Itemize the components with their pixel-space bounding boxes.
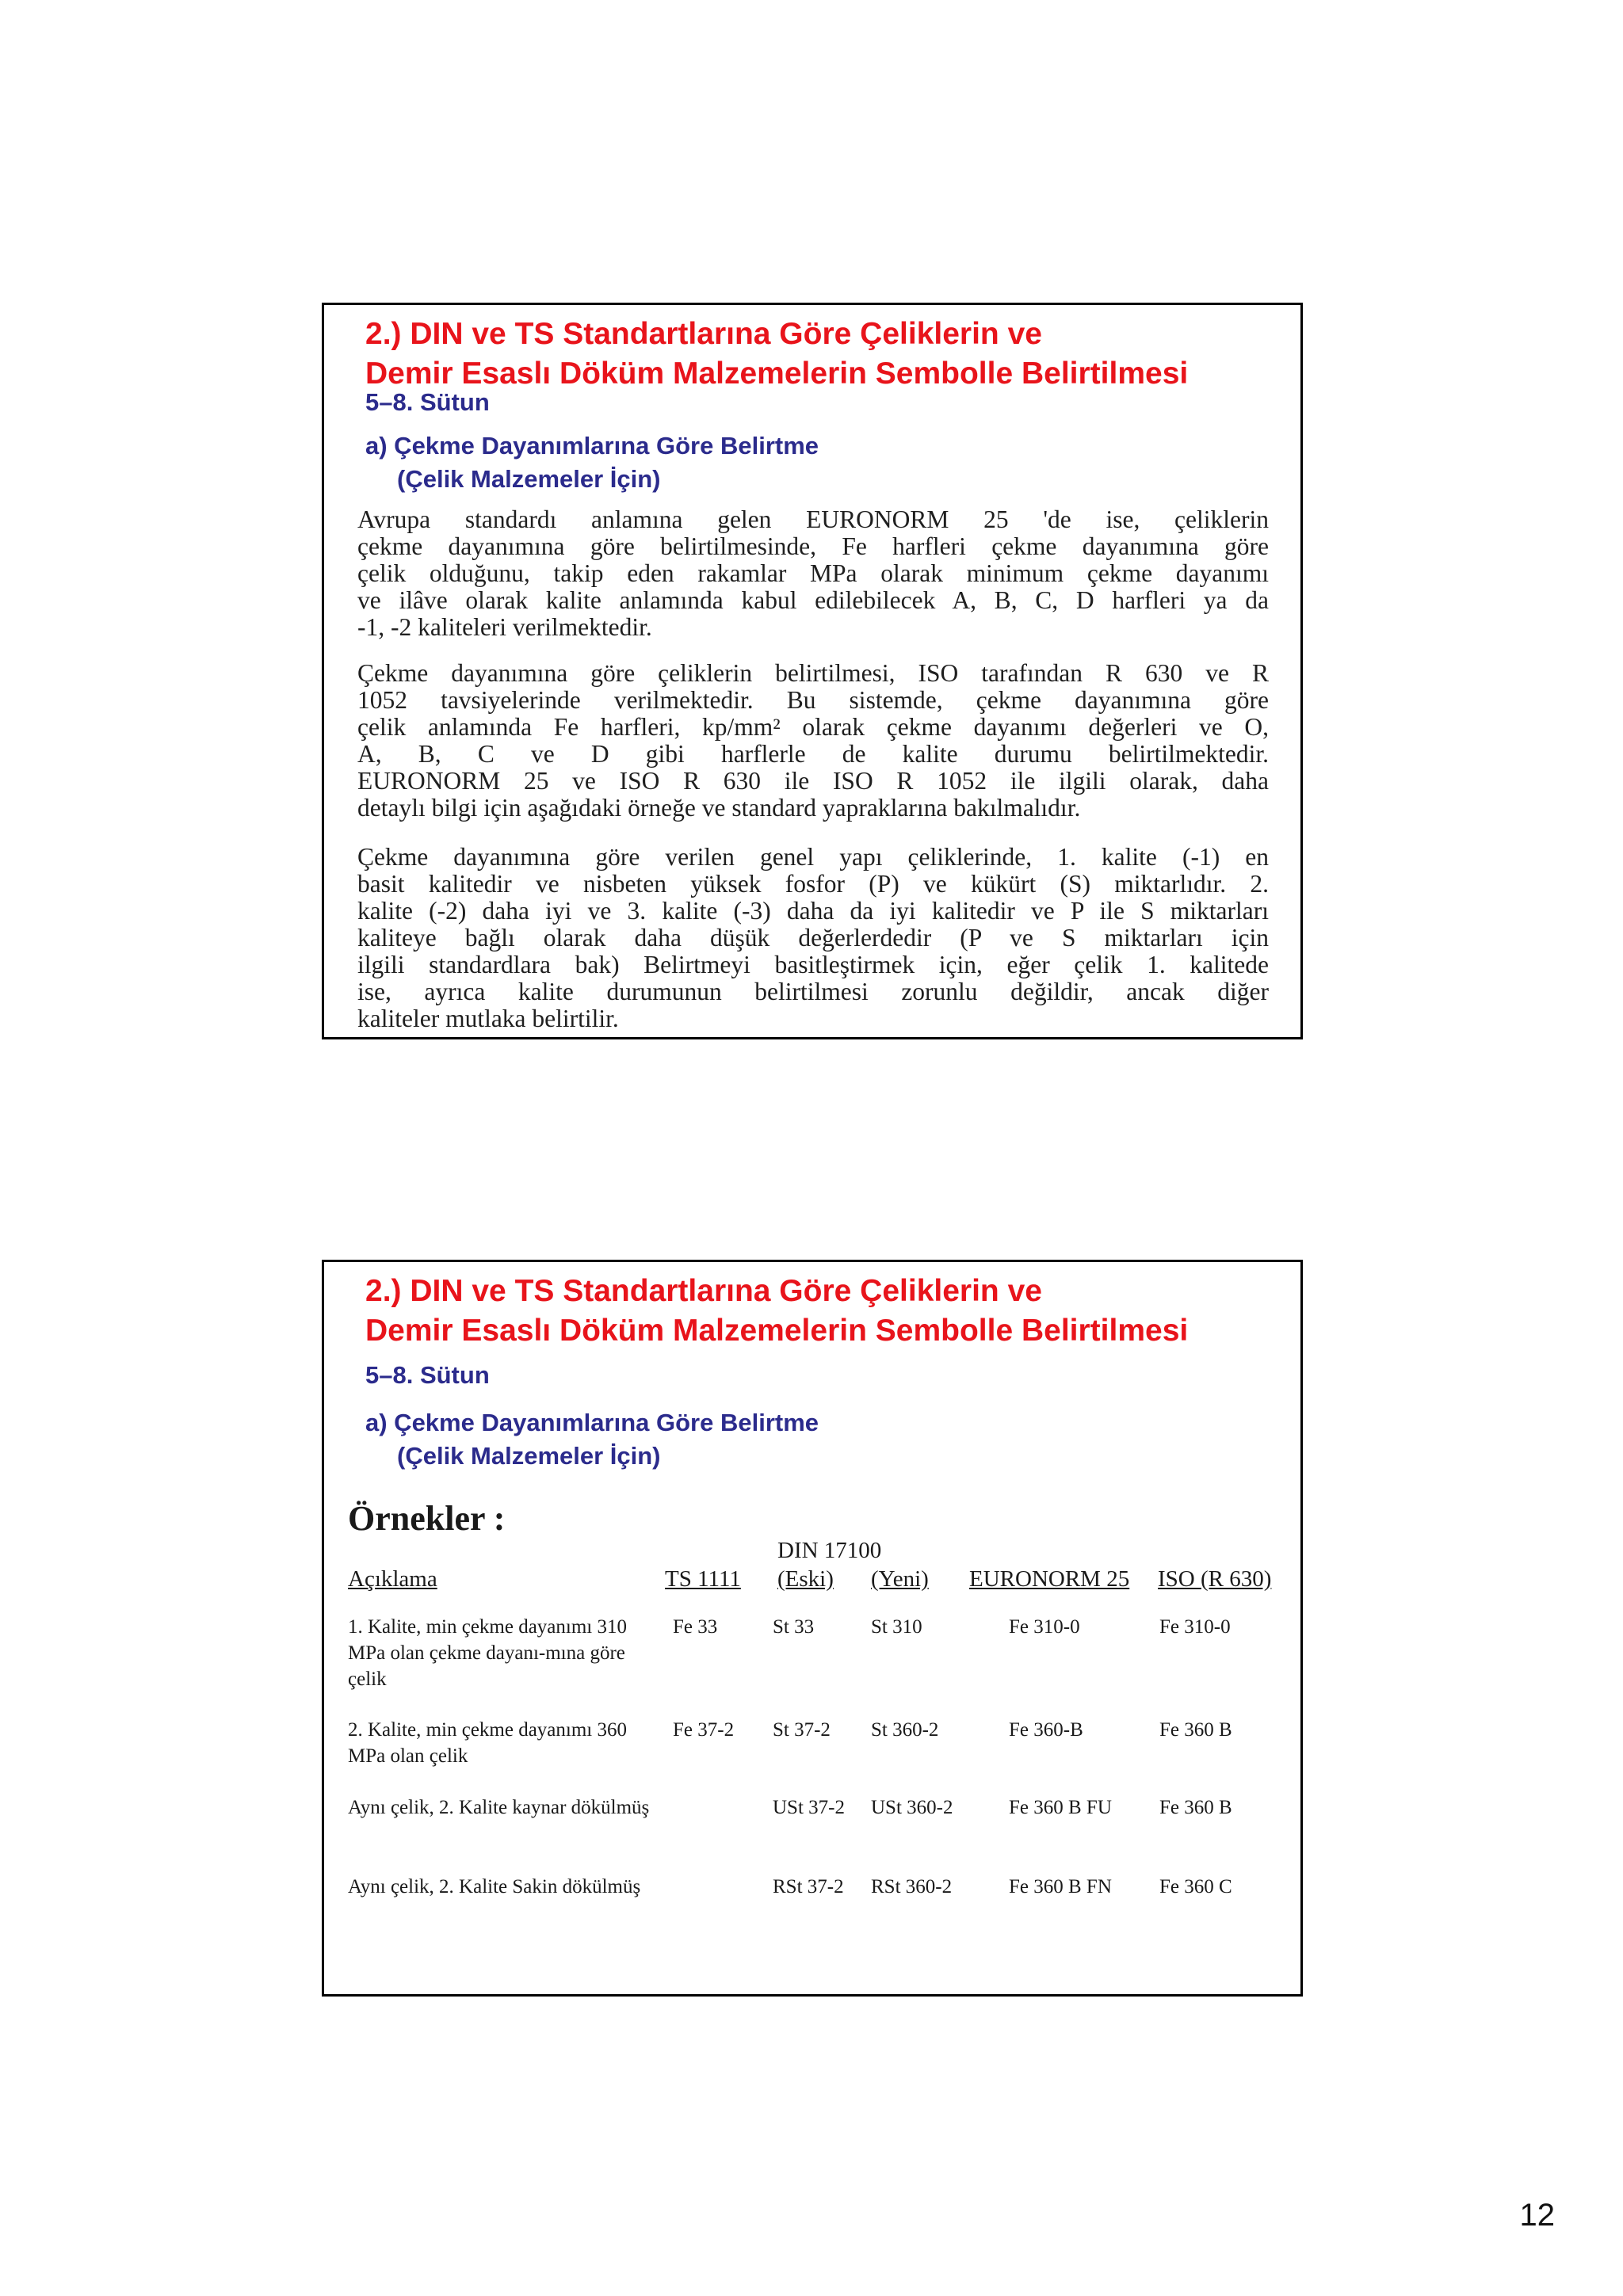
title-line-2: Demir Esaslı Döküm Malzemelerin Sembolle Belirtilmesi <box>365 357 1189 391</box>
paragraph-line: detaylı bilgi için aşağıdaki örneğe ve standard yapraklarına bakılmalıdır. <box>357 794 1081 822</box>
table-row-4-desc: Aynı çelik, 2. Kalite Sakin dökülmüş <box>348 1876 641 1897</box>
table-row-3-euro: Fe 360 B FU <box>1009 1797 1112 1818</box>
column-label: 5–8. Sütun <box>365 388 490 416</box>
paragraph-2 <box>357 660 1269 822</box>
title-line-2: Demir Esaslı Döküm Malzemelerin Sembolle Belirtilmesi <box>365 1314 1189 1348</box>
table-row-1-iso: Fe 310-0 <box>1159 1616 1231 1638</box>
table-row-3-eski: USt 37-2 <box>773 1797 845 1818</box>
section-subheading: (Çelik Malzemeler İçin) <box>397 465 661 493</box>
paragraph-line: çelik anlamında Fe harfleri, kp/mm² olarak çekme dayanımı değerleri ve O, <box>357 713 1269 741</box>
column-label: 5–8. Sütun <box>365 1361 490 1389</box>
header-ts1111: TS 1111 <box>665 1566 741 1592</box>
paragraph-line: basit kalitedir ve nisbeten yüksek fosfor (P) ve kükürt (S) miktarlıdır. 2. <box>357 870 1269 898</box>
table-row-3-iso: Fe 360 B <box>1159 1797 1232 1818</box>
paragraph-line: ise, ayrıca kalite durumunun belirtilmesi zorunlu değildir, ancak diğer <box>357 978 1269 1005</box>
paragraph-line: 1052 tavsiyelerinde verilmektedir. Bu sistemde, çekme dayanımına göre <box>357 686 1269 714</box>
examples-heading: Örnekler : <box>348 1499 506 1538</box>
table-row-2-yeni: St 360-2 <box>871 1719 939 1741</box>
table-row-1-euro: Fe 310-0 <box>1009 1616 1080 1638</box>
paragraph-line: Çekme dayanımına göre verilen genel yapı çeliklerinde, 1. kalite (-1) en <box>357 843 1269 871</box>
table-row-1-ts: Fe 33 <box>673 1616 718 1638</box>
paragraph-3 <box>357 844 1269 1032</box>
table-row-3-yeni: USt 360-2 <box>871 1797 953 1818</box>
paragraph-line: kalite (-2) daha iyi ve 3. kalite (-3) daha da iyi kalitedir ve P ile S miktarları <box>357 897 1269 925</box>
paragraph-line: EURONORM 25 ve ISO R 630 ile ISO R 1052 ile ilgili olarak, daha <box>357 767 1269 795</box>
paragraph-line: Çekme dayanımına göre çeliklerin belirtilmesi, ISO tarafından R 630 ve R <box>357 659 1269 687</box>
paragraph-1 <box>357 506 1269 641</box>
table-row-3-desc: Aynı çelik, 2. Kalite kaynar dökülmüş <box>348 1797 650 1818</box>
header-din-eski: (Eski) <box>777 1566 834 1592</box>
paragraph-line: çelik olduğunu, takip eden rakamlar MPa olarak minimum çekme dayanımı <box>357 559 1269 587</box>
slide-1-title <box>365 315 1188 394</box>
header-euronorm: EURONORM 25 <box>969 1566 1130 1592</box>
header-din-yeni: (Yeni) <box>871 1566 929 1592</box>
section-subheading: (Çelik Malzemeler İçin) <box>397 1442 661 1470</box>
paragraph-line: kaliteye bağlı olarak daha düşük değerlerdedir (P ve S miktarları için <box>357 924 1269 952</box>
paragraph-line: kaliteler mutlaka belirtilir. <box>357 1005 619 1032</box>
page-number: 12 <box>1519 2198 1555 2233</box>
table-row-1-yeni: St 310 <box>871 1616 922 1638</box>
slide-1 <box>322 303 1303 1039</box>
table-row-2-iso: Fe 360 B <box>1159 1719 1232 1741</box>
paragraph-line: -1, -2 kaliteleri verilmektedir. <box>357 613 652 641</box>
section-heading: a) Çekme Dayanımlarına Göre Belirtme <box>365 1409 819 1436</box>
header-iso: ISO (R 630) <box>1158 1566 1272 1592</box>
table-row-1-desc: 1. Kalite, min çekme dayanımı 310 MPa olan çekme dayanı-mına göre çelik <box>348 1616 627 1690</box>
table-row-4-eski: RSt 37-2 <box>773 1876 844 1897</box>
paragraph-line: ve ilâve olarak kalite anlamında kabul edilebilecek A, B, C, D harfleri ya da <box>357 586 1269 614</box>
title-line-1: 2.) DIN ve TS Standartlarına Göre Çeliklerin ve <box>365 1274 1042 1308</box>
table-row-2-desc: 2. Kalite, min çekme dayanımı 360 MPa olan çelik <box>348 1719 627 1767</box>
paragraph-line: A, B, C ve D gibi harflerle de kalite durumu belirtilmektedir. <box>357 740 1269 768</box>
table-row-2-eski: St 37-2 <box>773 1719 831 1741</box>
slide-2-title <box>365 1272 1188 1351</box>
paragraph-line: ilgili standardlara bak) Belirtmeyi basitleştirmek için, eğer çelik 1. kalitede <box>357 951 1269 978</box>
table-row-2-euro: Fe 360-B <box>1009 1719 1083 1741</box>
section-heading: a) Çekme Dayanımlarına Göre Belirtme <box>365 432 819 460</box>
din-group-header: DIN 17100 <box>777 1538 882 1563</box>
table-row-4-euro: Fe 360 B FN <box>1009 1876 1112 1897</box>
table-row-4-iso: Fe 360 C <box>1159 1876 1232 1897</box>
paragraph-line: çekme dayanımına göre belirtilmesinde, Fe harfleri çekme dayanımına göre <box>357 532 1269 560</box>
title-line-1: 2.) DIN ve TS Standartlarına Göre Çeliklerin ve <box>365 317 1042 351</box>
paragraph-line: Avrupa standardı anlamına gelen EURONORM 25 'de ise, çeliklerin <box>357 505 1269 533</box>
table-row-1-eski: St 33 <box>773 1616 815 1638</box>
slide-2 <box>322 1260 1303 1997</box>
header-aciklama: Açıklama <box>348 1566 437 1592</box>
table-row-4-yeni: RSt 360-2 <box>871 1876 953 1897</box>
table-row-2-ts: Fe 37-2 <box>673 1719 735 1741</box>
